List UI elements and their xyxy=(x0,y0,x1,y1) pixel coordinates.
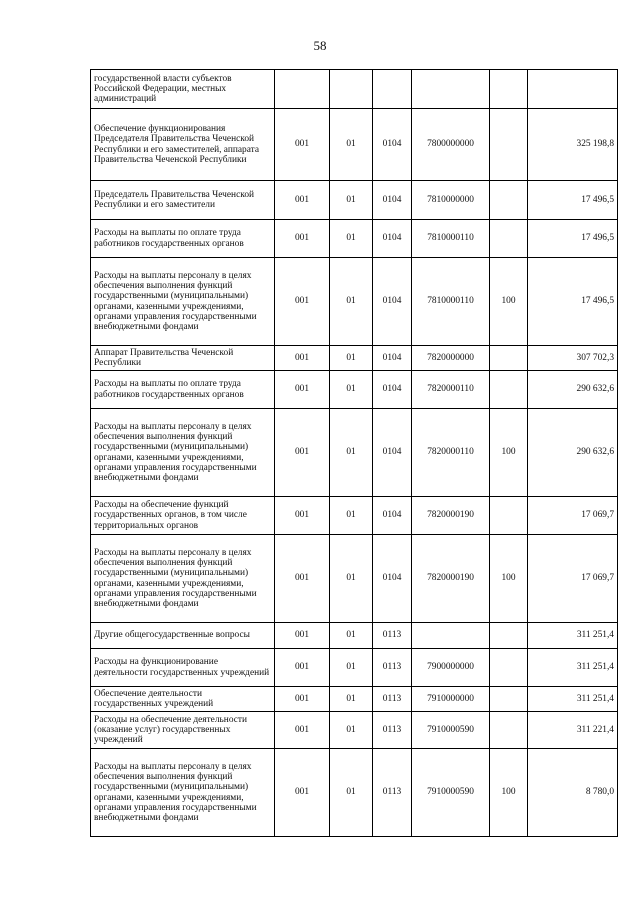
expense-type xyxy=(490,371,528,409)
subsection-code: 0113 xyxy=(373,687,412,712)
target-article xyxy=(412,623,490,649)
section-code: 01 xyxy=(330,258,373,346)
section-code: 01 xyxy=(330,535,373,623)
row-name: Другие общегосударственные вопросы xyxy=(91,623,275,649)
section-code: 01 xyxy=(330,712,373,749)
section-code: 01 xyxy=(330,346,373,371)
amount xyxy=(528,70,618,109)
subsection-code: 0113 xyxy=(373,712,412,749)
amount: 17 069,7 xyxy=(528,535,618,623)
section-code: 01 xyxy=(330,181,373,220)
amount: 290 632,6 xyxy=(528,371,618,409)
section-code: 01 xyxy=(330,409,373,497)
target-article: 7800000000 xyxy=(412,109,490,181)
subsection-code: 0113 xyxy=(373,623,412,649)
subsection-code: 0104 xyxy=(373,109,412,181)
subsection-code: 0104 xyxy=(373,181,412,220)
expense-type xyxy=(490,109,528,181)
row-name: Расходы на выплаты персоналу в целях обеспечения выполнения функций государственными (муниципальными) органами, казенными учреждениями, органами управления государственными внебюджетными фондами xyxy=(91,535,275,623)
admin-code: 001 xyxy=(275,409,330,497)
admin-code xyxy=(275,70,330,109)
subsection-code: 0104 xyxy=(373,258,412,346)
row-name: Председатель Правительства Чеченской Республики и его заместители xyxy=(91,181,275,220)
expense-type xyxy=(490,687,528,712)
section-code: 01 xyxy=(330,687,373,712)
target-article: 7900000000 xyxy=(412,649,490,687)
target-article: 7820000110 xyxy=(412,371,490,409)
table-row xyxy=(91,623,618,649)
expense-type: 100 xyxy=(490,409,528,497)
row-name: Расходы на выплаты персоналу в целях обеспечения выполнения функций государственными (муниципальными) органами, казенными учреждениями, органами управления государственными внебюджетными фондами xyxy=(91,258,275,346)
page-number: 58 xyxy=(313,38,327,53)
row-name: Расходы на функционирование деятельности государственных учреждений xyxy=(91,649,275,687)
subsection-code: 0104 xyxy=(373,346,412,371)
table-row xyxy=(91,712,618,749)
row-name: Обеспечение функционирования Председателя Правительства Чеченской Республики и его заместителей, аппарата Правительства Чеченской Республики xyxy=(91,109,275,181)
table-row xyxy=(91,109,618,181)
row-name: государственной власти субъектов Российской Федерации, местных администраций xyxy=(91,70,275,109)
expense-type xyxy=(490,649,528,687)
row-name: Расходы на выплаты по оплате труда работников государственных органов xyxy=(91,371,275,409)
expense-type xyxy=(490,497,528,535)
expense-type xyxy=(490,712,528,749)
target-article: 7810000000 xyxy=(412,181,490,220)
admin-code: 001 xyxy=(275,623,330,649)
subsection-code: 0104 xyxy=(373,371,412,409)
section-code: 01 xyxy=(330,749,373,837)
amount: 17 496,5 xyxy=(528,258,618,346)
row-name: Расходы на выплаты персоналу в целях обеспечения выполнения функций государственными (муниципальными) органами, казенными учреждениями, органами управления государственными внебюджетными фондами xyxy=(91,409,275,497)
budget-table xyxy=(90,69,618,837)
admin-code: 001 xyxy=(275,181,330,220)
amount: 307 702,3 xyxy=(528,346,618,371)
target-article: 7910000590 xyxy=(412,712,490,749)
admin-code: 001 xyxy=(275,371,330,409)
target-article: 7910000590 xyxy=(412,749,490,837)
subsection-code: 0104 xyxy=(373,535,412,623)
section-code: 01 xyxy=(330,371,373,409)
amount: 17 496,5 xyxy=(528,220,618,258)
target-article: 7820000190 xyxy=(412,535,490,623)
admin-code: 001 xyxy=(275,497,330,535)
table-row xyxy=(91,181,618,220)
row-name: Расходы на выплаты по оплате труда работников государственных органов xyxy=(91,220,275,258)
row-name: Аппарат Правительства Чеченской Республики xyxy=(91,346,275,371)
target-article: 7820000190 xyxy=(412,497,490,535)
subsection-code xyxy=(373,70,412,109)
subsection-code: 0113 xyxy=(373,649,412,687)
expense-type xyxy=(490,346,528,371)
table-row xyxy=(91,497,618,535)
admin-code: 001 xyxy=(275,109,330,181)
expense-type: 100 xyxy=(490,258,528,346)
table-row xyxy=(91,749,618,837)
target-article: 7810000110 xyxy=(412,258,490,346)
row-name: Расходы на выплаты персоналу в целях обеспечения выполнения функций государственными (муниципальными) органами, казенными учреждениями, органами управления государственными внебюджетными фондами xyxy=(91,749,275,837)
target-article: 7910000000 xyxy=(412,687,490,712)
expense-type xyxy=(490,220,528,258)
admin-code: 001 xyxy=(275,687,330,712)
amount: 311 251,4 xyxy=(528,623,618,649)
target-article: 7820000110 xyxy=(412,409,490,497)
amount: 8 780,0 xyxy=(528,749,618,837)
subsection-code: 0104 xyxy=(373,497,412,535)
admin-code: 001 xyxy=(275,258,330,346)
section-code xyxy=(330,70,373,109)
target-article: 7810000110 xyxy=(412,220,490,258)
table-row xyxy=(91,409,618,497)
amount: 311 221,4 xyxy=(528,712,618,749)
table-row xyxy=(91,371,618,409)
admin-code: 001 xyxy=(275,346,330,371)
table-row xyxy=(91,346,618,371)
amount: 311 251,4 xyxy=(528,687,618,712)
budget-rows xyxy=(91,70,618,837)
row-name: Обеспечение деятельности государственных учреждений xyxy=(91,687,275,712)
table-row xyxy=(91,535,618,623)
row-name: Расходы на обеспечение деятельности (оказание услуг) государственных учреждений xyxy=(91,712,275,749)
table-row xyxy=(91,649,618,687)
expense-type: 100 xyxy=(490,535,528,623)
table-row xyxy=(91,70,618,109)
section-code: 01 xyxy=(330,649,373,687)
admin-code: 001 xyxy=(275,649,330,687)
amount: 311 251,4 xyxy=(528,649,618,687)
expense-type xyxy=(490,70,528,109)
target-article: 7820000000 xyxy=(412,346,490,371)
target-article xyxy=(412,70,490,109)
subsection-code: 0104 xyxy=(373,220,412,258)
section-code: 01 xyxy=(330,220,373,258)
section-code: 01 xyxy=(330,497,373,535)
table-row xyxy=(91,258,618,346)
admin-code: 001 xyxy=(275,535,330,623)
admin-code: 001 xyxy=(275,712,330,749)
table-row xyxy=(91,687,618,712)
expense-type xyxy=(490,623,528,649)
row-name: Расходы на обеспечение функций государственных органов, в том числе территориальных органов xyxy=(91,497,275,535)
subsection-code: 0104 xyxy=(373,409,412,497)
expense-type: 100 xyxy=(490,749,528,837)
admin-code: 001 xyxy=(275,749,330,837)
table-row xyxy=(91,220,618,258)
amount: 17 069,7 xyxy=(528,497,618,535)
section-code: 01 xyxy=(330,109,373,181)
expense-type xyxy=(490,181,528,220)
amount: 17 496,5 xyxy=(528,181,618,220)
admin-code: 001 xyxy=(275,220,330,258)
section-code: 01 xyxy=(330,623,373,649)
amount: 325 198,8 xyxy=(528,109,618,181)
subsection-code: 0113 xyxy=(373,749,412,837)
amount: 290 632,6 xyxy=(528,409,618,497)
